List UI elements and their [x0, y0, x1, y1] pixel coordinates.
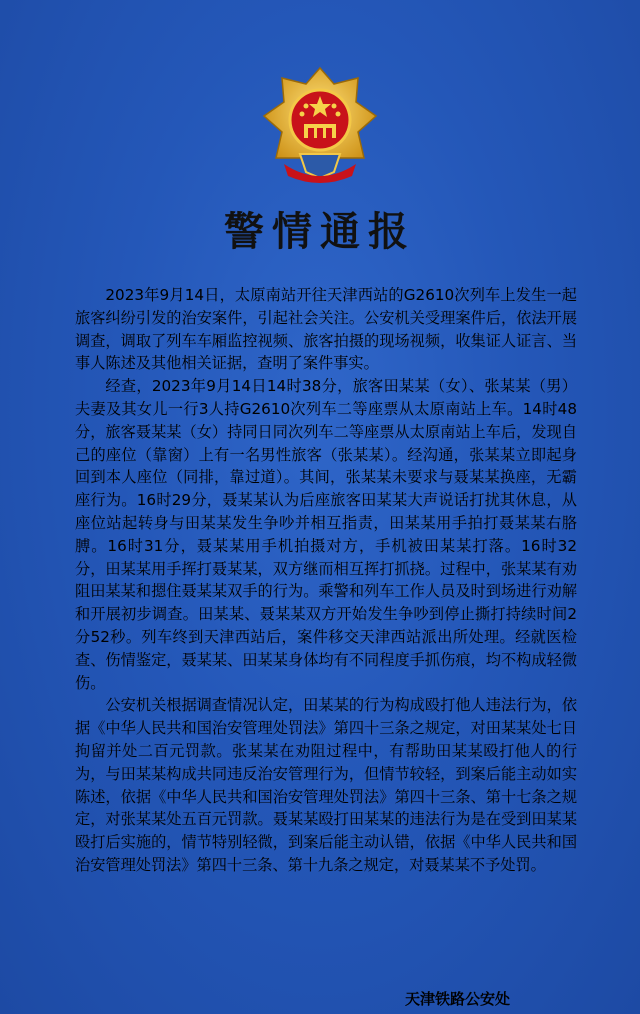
notice-body — [75, 284, 577, 877]
paragraph: 经查，2023年9月14日14时38分，旅客田某某（女）、张某某（男）夫妻及其女儿一行3人持G2610次列车二等座票从太原南站上车。14时48分，旅客聂某某（女）持同日同次列车二等座票从太原南站上车后，发现自己的座位（靠窗）上有一名男性旅客（张某某）。经沟通，张某某立即起身回到本人座位（同排，靠过道）。其间，张某某未要求与聂某某换座，无霸座行为。16时29分，聂某某认为后座旅客田某某大声说话打扰其休息，从座位站起转身与田某某发生争吵并相互指责，田某某用手拍打聂某某右胳膊。16时31分，聂某某用手机拍摄对方，手机被田某某打落。16时32分，田某某用手挥打聂某某，双方继而相互挥打抓挠。过程中，张某某有劝阻田某某和摁住聂某某双手的行为。乘警和列车工作人员及时到场进行劝解和开展初步调查。田某某、聂某某双方开始发生争吵到停止撕打持续时间2分52秒。列车终到天津西站后，案件移交天津西站派出所处理。经就医检查、伤情鉴定，聂某某、田某某身体均有不同程度手抓伤痕，均不构成轻微伤。 — [75, 377, 577, 692]
police-emblem-icon — [262, 66, 378, 188]
page-title: 警情通报 — [224, 208, 416, 255]
paragraph: 公安机关根据调查情况认定，田某某的行为构成殴打他人违法行为，依据《中华人民共和国治安管理处罚法》第四十三条之规定，对田某某处七日拘留并处二百元罚款。张某某在劝阻过程中，有帮助田某某殴打他人的行为，与田某某构成共同违反治安管理行为，但情节较轻，到案后能主动如实陈述，依据《中华人民共和国治安管理处罚法》第四十三条、第十七条之规定，对张某某处五百元罚款。聂某某殴打田某某的违法行为是在受到田某某殴打后实施的，情节特别轻微，到案后能主动认错，依据《中华人民共和国治安管理处罚法》第四十三条、第十九条之规定，对聂某某不予处罚。 — [75, 696, 577, 874]
paragraph: 2023年9月14日，太原南站开往天津西站的G2610次列车上发生一起旅客纠纷引发的治安案件，引起社会关注。公安机关受理案件后，依法开展调查，调取了列车车厢监控视频、旅客拍摄的现场视频，收集证人证言、当事人陈述及其他相关证据，查明了案件事实。 — [75, 286, 577, 373]
signature: 天津铁路公安处 — [404, 990, 510, 1008]
